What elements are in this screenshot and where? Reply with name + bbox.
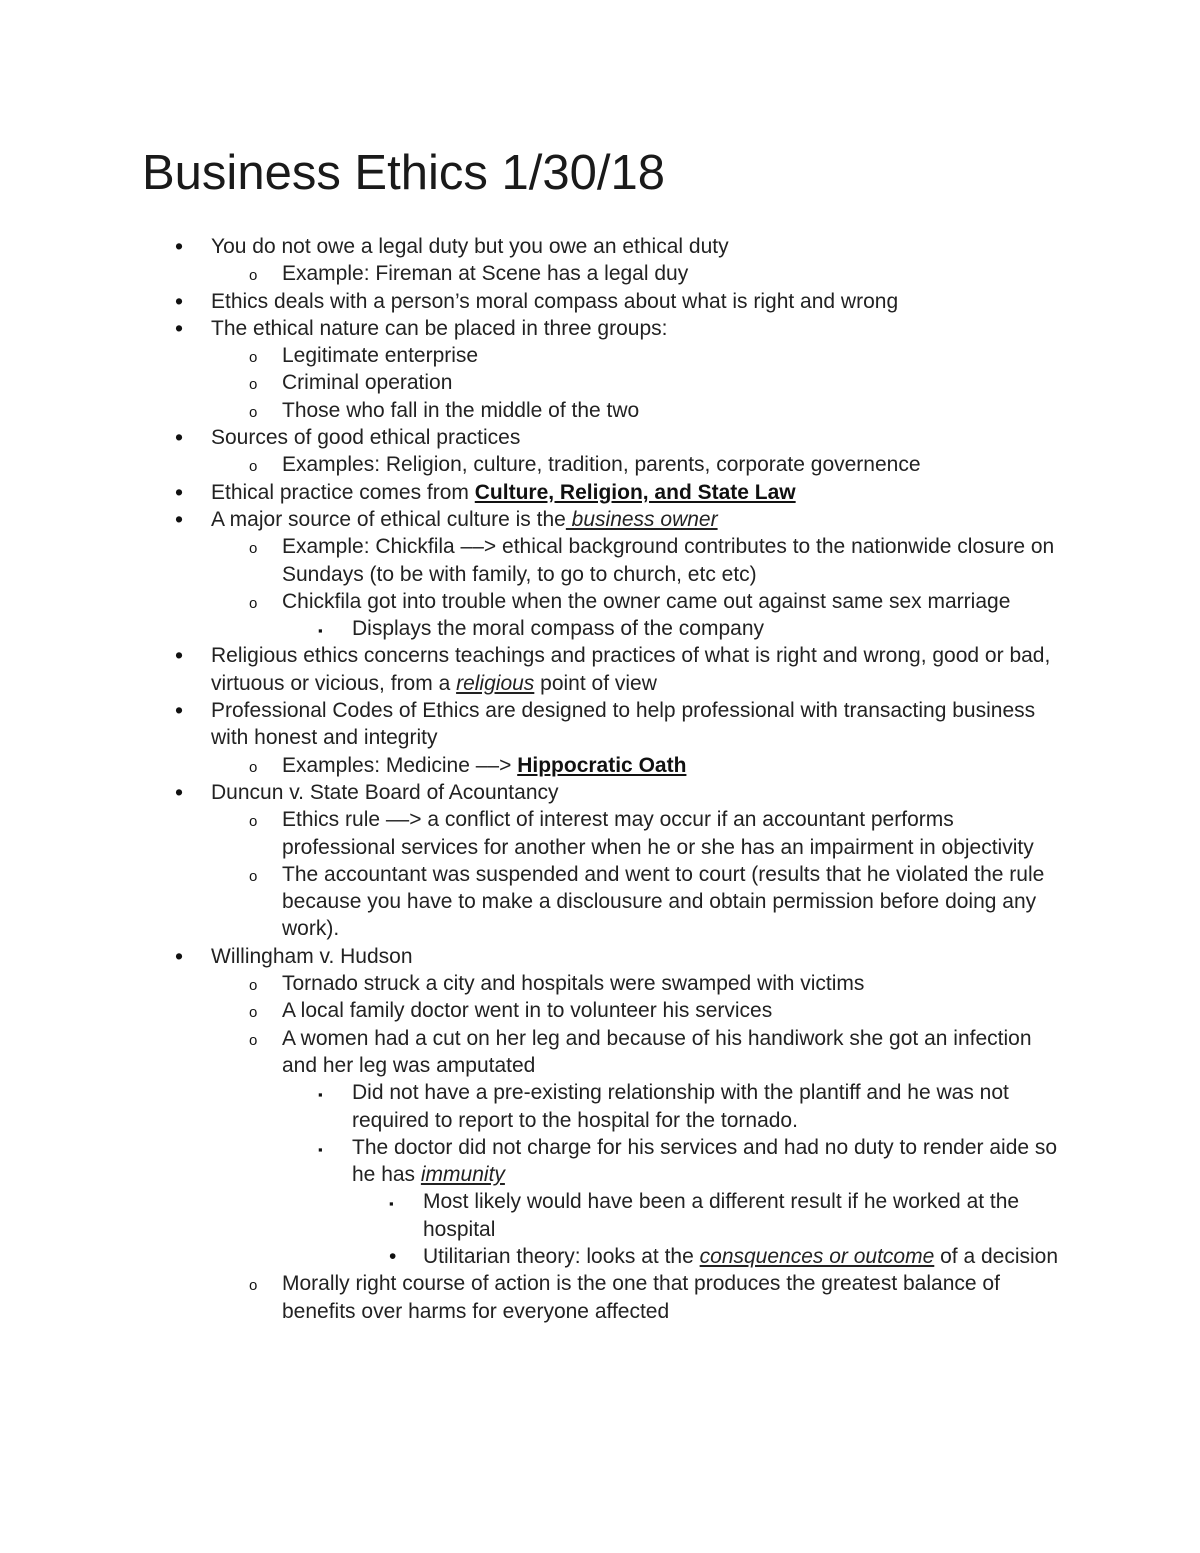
circle-bullet-icon bbox=[249, 590, 257, 617]
circle-bullet-icon bbox=[249, 371, 257, 398]
list-item-text: point of view bbox=[534, 671, 657, 695]
list-item-text: The accountant was suspended and went to court (results that he violated the rule because you have to make a disclousure and obtain permission before doing any work). bbox=[282, 862, 1045, 941]
list-item-text: Tornado struck a city and hospitals were swamped with victims bbox=[282, 972, 865, 996]
list-item bbox=[0, 642, 1065, 697]
list-item bbox=[0, 315, 1065, 342]
list-item bbox=[0, 1243, 1065, 1270]
list-item-text: Professional Codes of Ethics are designed to help professional with transacting business with honest and integrity bbox=[211, 699, 1036, 750]
list-item bbox=[0, 233, 1065, 260]
list-item-text: Most likely would have been a different result if he worked at the hospital bbox=[423, 1190, 1020, 1241]
list-item bbox=[0, 861, 1065, 943]
emphasis-text: religious bbox=[456, 671, 535, 695]
circle-bullet-icon bbox=[249, 999, 257, 1026]
list-item-text: Ethics rule ––> a conflict of interest may occur if an accountant performs professional services for another when he or she has an impairment in objectivity bbox=[282, 808, 1034, 859]
list-item-text: A major source of ethical culture is the bbox=[211, 507, 566, 531]
circle-bullet-icon bbox=[249, 863, 257, 890]
circle-bullet-icon bbox=[249, 808, 257, 835]
list-item-text: Did not have a pre-existing relationship with the plantiff and he was not required to report to the hospital for the tornado. bbox=[352, 1081, 1009, 1132]
circle-bullet-icon bbox=[249, 972, 257, 999]
list-item bbox=[0, 997, 1065, 1024]
list-item bbox=[0, 1270, 1065, 1325]
list-item bbox=[0, 943, 1065, 970]
list-item-text: Ethics deals with a person’s moral compass about what is right and wrong bbox=[211, 289, 899, 313]
list-item-text: The ethical nature can be placed in three groups: bbox=[211, 316, 668, 340]
list-item-text: Utilitarian theory: looks at the bbox=[423, 1244, 700, 1268]
bullet-icon bbox=[175, 506, 183, 534]
list-item bbox=[0, 342, 1065, 369]
circle-bullet-icon bbox=[249, 399, 257, 426]
list-item-text: A local family doctor went in to volunteer his services bbox=[282, 999, 773, 1023]
circle-bullet-icon bbox=[249, 1027, 257, 1054]
list-item-text: Duncun v. State Board of Acountancy bbox=[211, 780, 559, 804]
list-item-text: Criminal operation bbox=[282, 371, 453, 395]
notes-list bbox=[0, 233, 1200, 1325]
bullet-icon bbox=[175, 233, 183, 261]
bullet-icon bbox=[175, 315, 183, 343]
list-item-text: Legitimate enterprise bbox=[282, 344, 479, 368]
list-item bbox=[0, 424, 1065, 451]
list-item-text: Sources of good ethical practices bbox=[211, 426, 521, 450]
list-item bbox=[0, 288, 1065, 315]
square-bullet-icon bbox=[389, 1188, 394, 1217]
list-item-text: Example: Chickfila ––> ethical background contributes to the nationwide closure on Sundays (to be with family, to go to church, etc etc) bbox=[282, 535, 1055, 586]
square-bullet-icon bbox=[318, 1079, 323, 1108]
list-item bbox=[0, 1079, 1065, 1134]
list-item bbox=[0, 970, 1065, 997]
emphasis-text: immunity bbox=[420, 1163, 505, 1187]
list-item bbox=[0, 1188, 1065, 1243]
bullet-icon bbox=[175, 642, 183, 670]
list-item bbox=[0, 615, 1065, 642]
list-item-text: Displays the moral compass of the company bbox=[352, 617, 765, 641]
list-item bbox=[0, 479, 1065, 506]
emphasis-text: Culture, Religion, and State Law bbox=[474, 480, 796, 504]
list-item bbox=[0, 806, 1065, 861]
list-item-text: The doctor did not charge for his services and had no duty to render aide so he has bbox=[352, 1135, 1058, 1187]
list-item bbox=[0, 779, 1065, 806]
emphasis-text: Hippocratic Oath bbox=[517, 753, 687, 777]
list-item-text: Morally right course of action is the one that produces the greatest balance of benefits over harms for everyone affected bbox=[282, 1272, 1000, 1323]
list-item-text: Religious ethics concerns teachings and practices of what is right and wrong, good or bad, virtuous or vicious, from a bbox=[211, 644, 1051, 695]
circle-bullet-icon bbox=[249, 453, 257, 480]
document-title: Business Ethics 1/30/18 bbox=[142, 146, 665, 200]
circle-bullet-icon bbox=[249, 344, 257, 371]
list-item-text: Those who fall in the middle of the two bbox=[282, 398, 640, 422]
bullet-icon bbox=[175, 943, 183, 971]
list-item bbox=[0, 260, 1065, 287]
list-item-text: Example: Fireman at Scene has a legal duy bbox=[282, 262, 689, 286]
circle-bullet-icon bbox=[249, 754, 257, 781]
list-item bbox=[0, 451, 1065, 478]
circle-bullet-icon bbox=[249, 262, 257, 289]
emphasis-text: consquences or outcome bbox=[699, 1244, 935, 1268]
list-item-text: Examples: Religion, culture, tradition, parents, corporate governence bbox=[282, 453, 921, 477]
list-item bbox=[0, 397, 1065, 424]
bullet-icon bbox=[175, 479, 183, 507]
list-item-text: You do not owe a legal duty but you owe an ethical duty bbox=[211, 235, 729, 258]
emphasis-text: business owner bbox=[565, 507, 718, 531]
bullet-icon bbox=[175, 424, 183, 452]
list-item-text: Willingham v. Hudson bbox=[211, 944, 413, 968]
list-item-text: Ethical practice comes from bbox=[211, 480, 475, 504]
bullet-icon bbox=[175, 697, 183, 725]
square-bullet-icon bbox=[318, 1134, 323, 1163]
circle-bullet-icon bbox=[249, 535, 257, 562]
list-item-text: Chickfila got into trouble when the owner came out against same sex marriage bbox=[282, 589, 1011, 613]
list-item bbox=[0, 1134, 1065, 1189]
square-bullet-icon bbox=[318, 615, 323, 644]
list-item bbox=[0, 752, 1065, 779]
list-item bbox=[0, 506, 1065, 533]
list-item-text: of a decision bbox=[934, 1244, 1059, 1268]
list-item bbox=[0, 1025, 1065, 1080]
list-item bbox=[0, 588, 1065, 615]
list-item bbox=[0, 697, 1065, 752]
bullet-icon bbox=[389, 1243, 396, 1270]
circle-bullet-icon bbox=[249, 1272, 257, 1299]
list-item-text: A women had a cut on her leg and because of his handiwork she got an infection and her leg was amputated bbox=[282, 1026, 1032, 1077]
bullet-icon bbox=[175, 288, 183, 316]
list-item bbox=[0, 533, 1065, 588]
list-item-text: Examples: Medicine ––> bbox=[282, 753, 518, 777]
bullet-icon bbox=[175, 779, 183, 807]
list-item bbox=[0, 369, 1065, 396]
